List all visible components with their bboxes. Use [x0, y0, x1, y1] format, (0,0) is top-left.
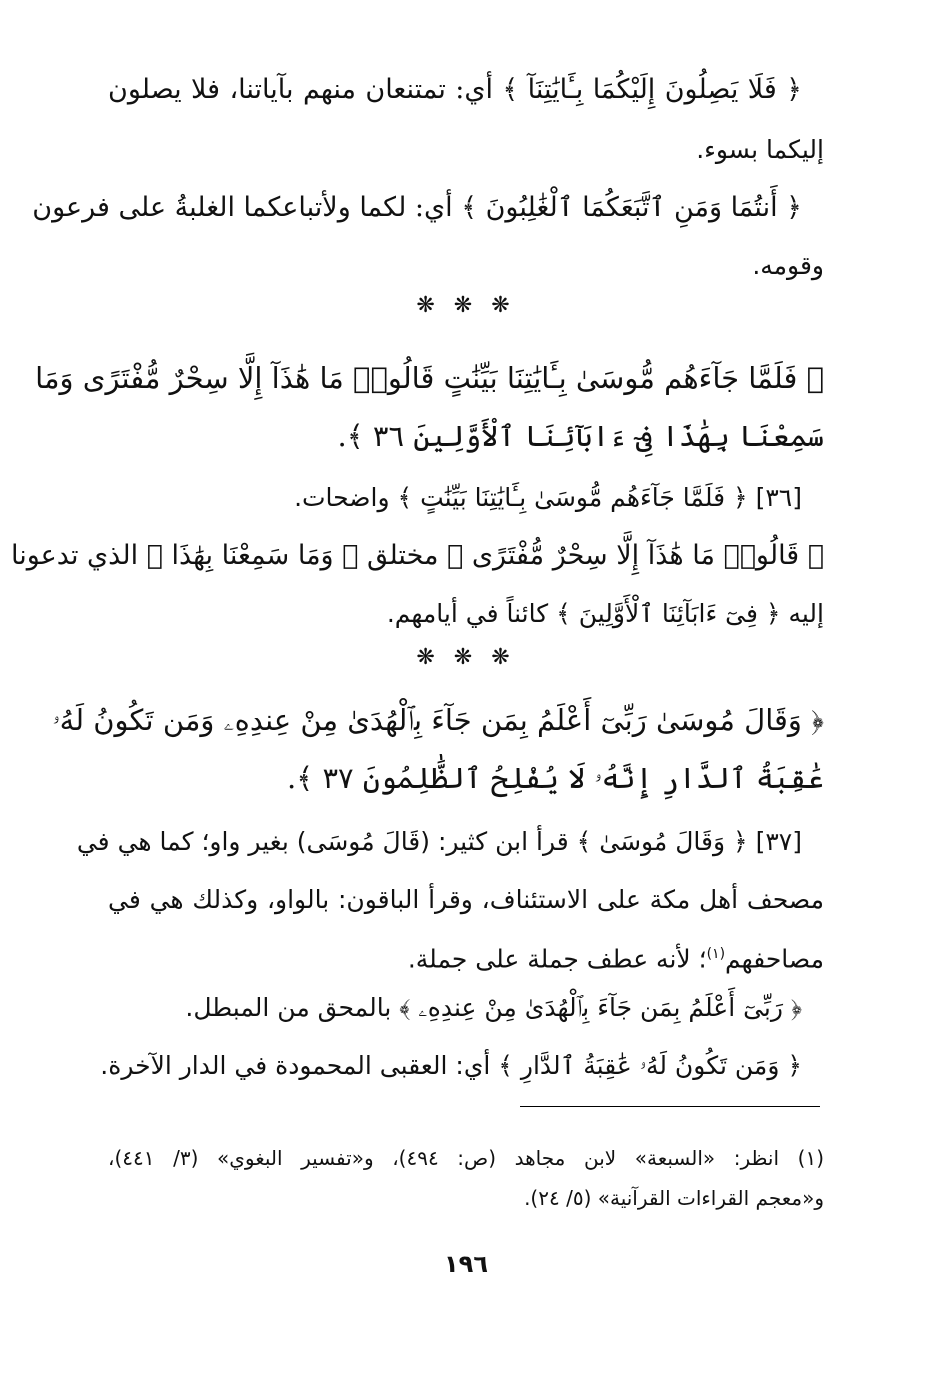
section-separator-1: ❋ ❋ ❋ [416, 293, 516, 318]
verse-36-line-2: سَمِعْنَا بِهَٰذَا فِىٓ ءَابَآئِنَا ٱلْأَوَّلِينَ ٣٦ ﴾. [337, 419, 824, 453]
footnote-divider [520, 1106, 820, 1107]
text-line-2: إليكما بسوء. [696, 135, 824, 164]
footnote-reference-1[interactable]: (١) [706, 946, 726, 962]
commentary-37-line-5: ﴿ وَمَن تَكُونُ لَهُۥ عَٰقِبَةُ ٱلدَّارِ ﴾ أي: العقبى المحمودة في الدار الآخرة. [100, 1051, 802, 1080]
verse-37-line-1: ﴿ وَقَالَ مُوسَىٰ رَبِّىٓ أَعْلَمُ بِمَن جَآءَ بِٱلْهُدَىٰ مِنْ عِندِهِۦ وَمَن تَكُونُ لَهُۥ [52, 703, 824, 737]
commentary-37-line-4: ﴿ رَبِّىٓ أَعْلَمُ بِمَن جَآءَ بِٱلْهُدَىٰ مِنْ عِندِهِۦ ﴾ بالمحق من المبطل. [185, 993, 802, 1022]
footnote-line-2: و«معجم القراءات القرآنية» (٥/ ٢٤). [524, 1186, 824, 1210]
section-separator-2: ❋ ❋ ❋ [416, 645, 516, 670]
page-number: ١٩٦ [444, 1250, 488, 1278]
text-line-3: ﴿ أَنتُمَا وَمَنِ ٱتَّبَعَكُمَا ٱلْغَٰلِبُونَ ﴾ أي: لكما ولأتباعكما الغلبةُ على فرعون [32, 192, 802, 223]
commentary-37-line-3 [108, 934, 824, 979]
commentary-37-line-2: مصحف أهل مكة على الاستئناف، وقرأ الباقون: بالواو، وكذلك هي في [108, 885, 824, 914]
text-line-1: ﴿ فَلَا يَصِلُونَ إِلَيْكُمَا بِـَٔايَٰتِنَآ ﴾ أي: تمتنعان منهم بآياتنا، فلا يصلون [108, 74, 802, 105]
verse-36-line-1: ﴿ فَلَمَّا جَآءَهُم مُّوسَىٰ بِـَٔايَٰتِنَا بَيِّنَٰتٍ قَالُوا۟ مَا هَٰذَآ إِلَّا سِحْرٌ مُّفْتَرًى وَمَا [35, 361, 824, 395]
commentary-36-line-1: [٣٦] ﴿ فَلَمَّا جَآءَهُم مُّوسَىٰ بِـَٔايَٰتِنَا بَيِّنَٰتٍ ﴾ واضحات. [294, 483, 802, 512]
verse-37-line-2: عَٰقِبَةُ ٱلدَّارِ إِنَّهُۥ لَا يُفْلِحُ ٱلظَّٰلِمُونَ ٣٧ ﴾. [287, 761, 824, 795]
commentary-37-line-1: [٣٧] ﴿ وَقَالَ مُوسَىٰ ﴾ قرأ ابن كثير: (قَالَ مُوسَى) بغير واو؛ كما هي في [76, 827, 802, 856]
text-line-4: وقومه. [752, 251, 824, 280]
footnote-line-1: (١) انظر: «السبعة» لابن مجاهد (ص: ٤٩٤)، و«تفسير البغوي» (٣/ ٤٤١)، [108, 1146, 824, 1170]
commentary-37-line-3-text-a: مصاحفهم [725, 944, 824, 974]
commentary-37-line-3-text-b: ؛ لأنه عطف جملة على جملة. [407, 944, 707, 974]
commentary-36-line-2: ﴿ قَالُوا۟ مَا هَٰذَآ إِلَّا سِحْرٌ مُّفْتَرًى ﴾ مختلق ﴿ وَمَا سَمِعْنَا بِهَٰذَا ﴾ الذي تدعونا [10, 540, 824, 571]
commentary-36-line-3: إليه ﴿ فِىٓ ءَابَآئِنَا ٱلْأَوَّلِينَ ﴾ كائناً في أيامهم. [386, 599, 824, 628]
